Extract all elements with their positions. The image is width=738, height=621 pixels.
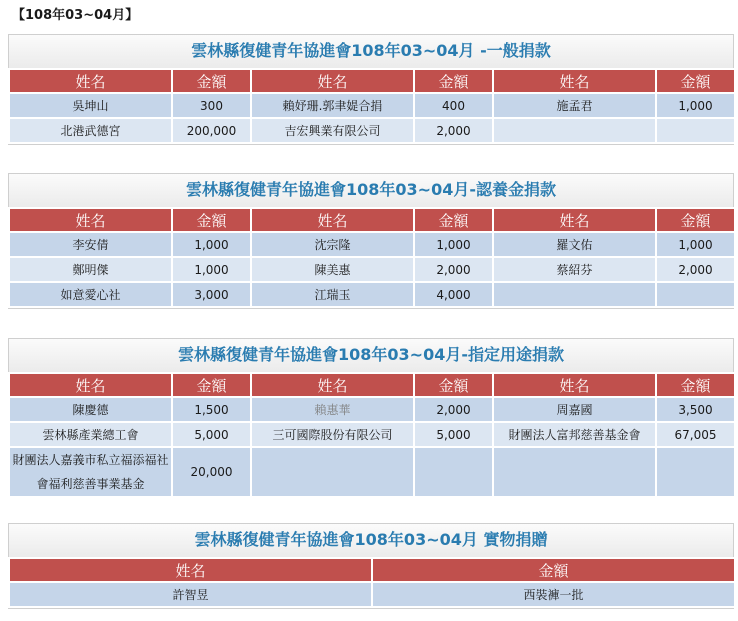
donor-name [494, 119, 655, 142]
donation-amount: 2,000 [415, 258, 492, 281]
donation-table [8, 207, 736, 308]
amount-header: 金額 [415, 209, 492, 231]
donor-name: 賴惠華 [252, 398, 413, 421]
donor-name: 鄭明傑 [10, 258, 171, 281]
amount-header: 金額 [657, 70, 734, 92]
table-row [10, 233, 734, 256]
table-row [10, 583, 734, 606]
table-row [10, 258, 734, 281]
donation-amount: 1,000 [657, 233, 734, 256]
donor-name: 吉宏興業有限公司 [252, 119, 413, 142]
donor-name: 施孟君 [494, 94, 655, 117]
amount-header: 金額 [173, 209, 250, 231]
donor-name: 財團法人嘉義市私立福添福社會福利慈善事業基金 [10, 448, 171, 496]
table-header-row [10, 209, 734, 231]
donation-amount: 20,000 [173, 448, 250, 496]
donation-amount: 300 [173, 94, 250, 117]
section-title: 雲林縣復健青年協進會108年03~04月 實物捐贈 [8, 523, 734, 557]
table-row [10, 448, 734, 496]
donor-name: 蔡紹芬 [494, 258, 655, 281]
donation-amount: 5,000 [415, 423, 492, 446]
donor-name: 北港武德宮 [10, 119, 171, 142]
donation-amount: 1,000 [657, 94, 734, 117]
name-header: 姓名 [252, 209, 413, 231]
name-header: 姓名 [494, 209, 655, 231]
amount-header: 金額 [373, 559, 734, 581]
page-period-label: 【108年03~04月】 [12, 8, 139, 23]
amount-header: 金額 [173, 70, 250, 92]
donation-amount: 2,000 [657, 258, 734, 281]
donation-amount [657, 283, 734, 306]
donated-item: 西裝褲一批 [373, 583, 734, 606]
table-row [10, 398, 734, 421]
table-header-row [10, 374, 734, 396]
sponsorship-donation-section [8, 173, 734, 309]
name-header: 姓名 [494, 374, 655, 396]
table-row [10, 119, 734, 142]
designated-donation-section [8, 338, 734, 498]
donor-name [494, 448, 655, 496]
donor-name: 吳坤山 [10, 94, 171, 117]
name-header: 姓名 [252, 70, 413, 92]
donor-name [494, 283, 655, 306]
name-header: 姓名 [10, 559, 371, 581]
amount-header: 金額 [657, 209, 734, 231]
donation-amount: 67,005 [657, 423, 734, 446]
donor-name [252, 448, 413, 496]
amount-header: 金額 [657, 374, 734, 396]
donor-name: 三可國際股份有限公司 [252, 423, 413, 446]
donor-name: 財團法人富邦慈善基金會 [494, 423, 655, 446]
donation-amount [657, 448, 734, 496]
donation-amount: 2,000 [415, 119, 492, 142]
donor-name: 沈宗隆 [252, 233, 413, 256]
donor-name: 雲林縣產業總工會 [10, 423, 171, 446]
name-header: 姓名 [252, 374, 413, 396]
donation-amount: 2,000 [415, 398, 492, 421]
table-header-row [10, 70, 734, 92]
donation-amount: 4,000 [415, 283, 492, 306]
donor-name: 李安倩 [10, 233, 171, 256]
table-row [10, 283, 734, 306]
donor-name: 陳美惠 [252, 258, 413, 281]
name-header: 姓名 [10, 209, 171, 231]
donor-name: 如意愛心社 [10, 283, 171, 306]
general-donation-section [8, 34, 734, 145]
table-row [10, 423, 734, 446]
table-row [10, 94, 734, 117]
donation-table [8, 68, 736, 144]
donation-table [8, 372, 736, 498]
section-title: 雲林縣復健青年協進會108年03~04月-認養金捐款 [8, 173, 734, 207]
donor-name: 陳慶德 [10, 398, 171, 421]
donation-amount: 1,000 [173, 258, 250, 281]
name-header: 姓名 [10, 70, 171, 92]
donation-amount: 400 [415, 94, 492, 117]
donation-amount: 5,000 [173, 423, 250, 446]
donor-name: 周嘉國 [494, 398, 655, 421]
donation-amount: 3,500 [657, 398, 734, 421]
section-title: 雲林縣復健青年協進會108年03~04月 -一般捐款 [8, 34, 734, 68]
donation-amount [415, 448, 492, 496]
in-kind-donation-section [8, 523, 734, 609]
donor-name: 賴妤珊.郭聿媞合捐 [252, 94, 413, 117]
section-title: 雲林縣復健青年協進會108年03~04月-指定用途捐款 [8, 338, 734, 372]
donation-amount: 1,000 [173, 233, 250, 256]
donation-amount: 1,500 [173, 398, 250, 421]
amount-header: 金額 [173, 374, 250, 396]
amount-header: 金額 [415, 70, 492, 92]
donor-name: 許智昱 [10, 583, 371, 606]
donation-table [8, 557, 736, 608]
donor-name: 江瑞玉 [252, 283, 413, 306]
table-header-row [10, 559, 734, 581]
donor-name: 羅文佑 [494, 233, 655, 256]
donation-amount: 1,000 [415, 233, 492, 256]
donation-amount: 200,000 [173, 119, 250, 142]
donation-amount [657, 119, 734, 142]
donation-amount: 3,000 [173, 283, 250, 306]
amount-header: 金額 [415, 374, 492, 396]
name-header: 姓名 [494, 70, 655, 92]
name-header: 姓名 [10, 374, 171, 396]
